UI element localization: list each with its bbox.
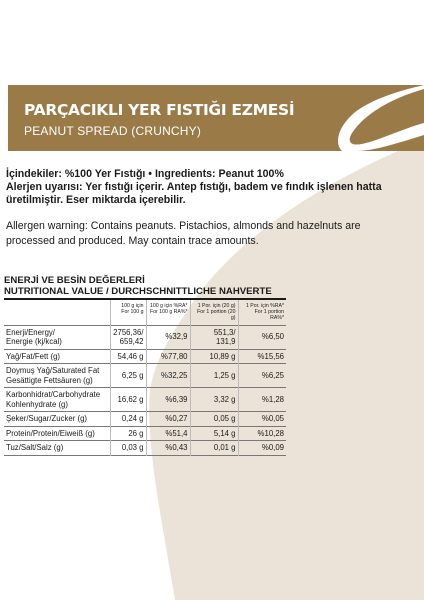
table-row: [4, 388, 286, 412]
table-row: [4, 325, 286, 349]
per-100g-value: 0,24 g: [110, 412, 146, 427]
per-100g-value: 6,25 g: [110, 364, 146, 388]
table-header-cell: 100 g için For 100 g: [110, 300, 146, 325]
table-header-label: [4, 300, 110, 325]
per-portion-ra: %1,28: [261, 394, 284, 404]
per-portion-value: 10,89 g: [190, 349, 238, 364]
per-portion-value: 551,3/ 131,9: [190, 325, 238, 349]
table-row: [4, 349, 286, 364]
per-100g-ra: %0,43: [146, 441, 190, 456]
nutrition-facts: [4, 275, 286, 456]
table-header-cell: 1 Por. için %RA* For 1 portion RA%*: [245, 303, 284, 322]
table-row: [4, 364, 286, 388]
per-100g-ra: %51,4: [146, 426, 190, 441]
per-portion-ra: %0,09: [261, 443, 284, 453]
product-title-banner: [8, 85, 424, 151]
nutrition-title-en: NUTRITIONAL VALUE / DURCHSCHNITTLICHE NAHVERTE: [4, 286, 286, 300]
allergen-tr-line: üretilmiştir. Eser miktarda içerebilir.: [6, 194, 186, 206]
per-portion-ra: %15,56: [257, 351, 284, 361]
per-100g-value: 16,62 g: [110, 388, 146, 412]
row-label: Enerji/Energy/ Energie (kj/kcal): [4, 325, 110, 349]
per-100g-ra: %77,80: [146, 349, 190, 364]
product-title: PARÇACIKLI YER FISTIĞI EZMESİ: [24, 101, 295, 119]
product-subtitle: PEANUT SPREAD (CRUNCHY): [24, 124, 202, 138]
per-portion-value: 3,32 g: [190, 388, 238, 412]
per-100g-ra: %0,27: [146, 412, 190, 427]
per-100g-value: 0,03 g: [110, 441, 146, 456]
allergen-warning-en: [6, 219, 418, 249]
row-label: Yağ/Fat/Fett (g): [4, 349, 110, 364]
row-label: Tuz/Salt/Salz (g): [4, 441, 110, 456]
table-row: [4, 426, 286, 441]
per-portion-value: 1,25 g: [190, 364, 238, 388]
ingredients-block: [6, 168, 418, 207]
per-portion-ra: %6,50: [261, 332, 284, 342]
allergen-tr-line: Alerjen uyarısı: Yer fıstığı içerir. Antep fıstığı, badem ve fındık işlenen hatta: [6, 181, 382, 193]
row-label: Protein/Protein/Eiweiß (g): [4, 426, 110, 441]
per-100g-ra: %32,25: [146, 364, 190, 388]
per-100g-value: 26 g: [110, 426, 146, 441]
ingredients-line: İçindekiler: %100 Yer Fıstığı • Ingredients: Peanut 100%: [6, 168, 284, 180]
banner-swoosh-graphic: [294, 85, 424, 151]
per-portion-value: 0,01 g: [190, 441, 238, 456]
per-portion-ra: %10,28: [257, 428, 284, 438]
per-portion-ra: %6,25: [261, 370, 284, 380]
table-row: [4, 441, 286, 456]
nutrition-title-tr: ENERJİ VE BESİN DEĞERLERİ: [4, 275, 145, 286]
allergen-en-line: processed and produced. May contain trace amounts.: [6, 235, 259, 247]
per-100g-value: 2756,36/ 659,42: [110, 325, 146, 349]
per-portion-ra: %0,05: [261, 414, 284, 424]
row-label: Doymuş Yağ/Saturated Fat Gesättigte Fettsäuren (g): [4, 364, 110, 388]
table-header-row: [4, 300, 286, 325]
row-label: Şeker/Sugar/Zucker (g): [4, 412, 110, 427]
per-portion-value: 5,14 g: [190, 426, 238, 441]
table-header-cell: 1 Por. için (20 g) For 1 portion (20 g): [190, 300, 238, 325]
per-portion-value: 0,05 g: [190, 412, 238, 427]
table-header-cell: 100 g için %RA* For 100 g RA%*: [146, 300, 190, 325]
per-100g-ra: %32,9: [146, 325, 190, 349]
nutrition-table: [4, 300, 286, 456]
allergen-en-line: Allergen warning: Contains peanuts. Pistachios, almonds and hazelnuts are: [6, 220, 361, 232]
per-100g-value: 54,46 g: [110, 349, 146, 364]
row-label: Karbonhidrat/Carbohydrate Kohlenhydrate (g): [4, 388, 110, 412]
table-row: [4, 412, 286, 427]
per-100g-ra: %6,39: [146, 388, 190, 412]
